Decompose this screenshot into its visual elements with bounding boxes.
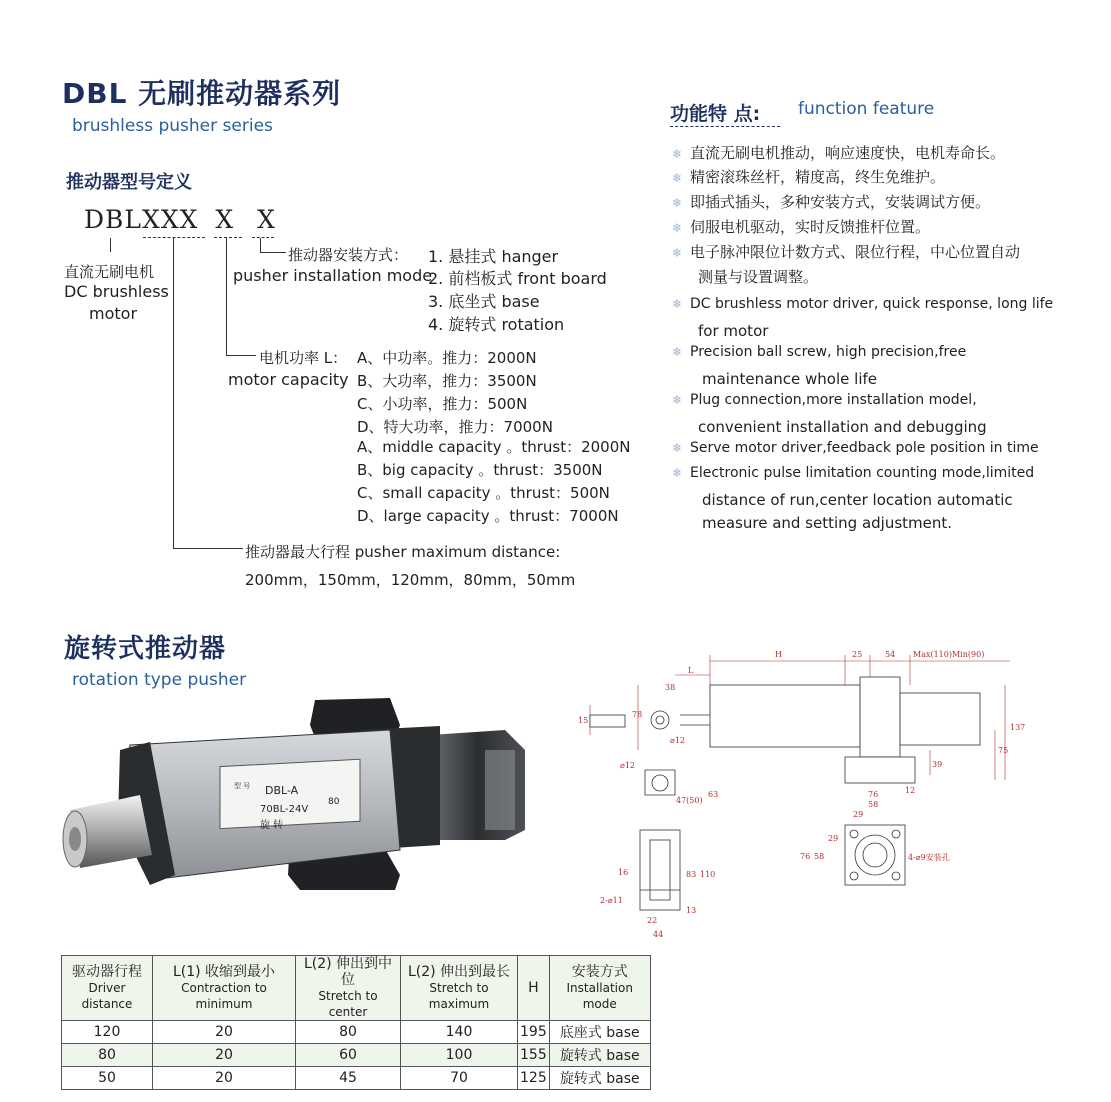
power-option: C、小功率，推力：500N: [357, 395, 528, 413]
table-cell: 20: [153, 1021, 296, 1044]
snowflake-icon: ❄: [672, 345, 683, 359]
plate-model: DBL-A: [265, 784, 299, 797]
svg-text:29: 29: [853, 810, 864, 819]
motor-en2: motor: [89, 304, 138, 323]
install-option: 4. 旋转式 rotation: [428, 315, 565, 334]
rotation-subtitle: rotation type pusher: [72, 670, 247, 690]
col-header: L(1) 收缩到最小 Contraction to minimum: [153, 956, 296, 1021]
svg-text:58: 58: [814, 852, 825, 861]
svg-text:38: 38: [665, 683, 676, 692]
dimension-drawing: [570, 645, 1040, 945]
table-cell: 155: [518, 1044, 550, 1067]
svg-text:⌀12: ⌀12: [670, 736, 685, 745]
svg-text:83: 83: [686, 870, 697, 879]
svg-text:16: 16: [618, 868, 629, 877]
svg-text:22: 22: [647, 916, 658, 925]
install-option: 1. 悬挂式 hanger: [428, 247, 559, 266]
page-title: DBL 无刷推动器系列: [62, 77, 342, 110]
plate-num: 80: [328, 797, 340, 807]
feature-item-en: ❄ Electronic pulse limitation counting mode,limited: [672, 465, 1035, 481]
col-header: H: [518, 956, 550, 1021]
svg-text:78: 78: [632, 710, 643, 719]
svg-text:4-⌀9安装孔: 4-⌀9安装孔: [908, 853, 950, 862]
col-header: 安装方式 Installation mode: [549, 956, 650, 1021]
table-cell: 20: [153, 1067, 296, 1090]
svg-text:54: 54: [885, 650, 896, 659]
svg-text:137: 137: [1010, 723, 1026, 732]
install-leader-h: [260, 252, 286, 253]
table-cell: 195: [518, 1021, 550, 1044]
feature-item-en: ❄ Precision ball screw, high precision,free: [672, 344, 967, 360]
code-x1-underline: [214, 237, 242, 238]
feature-item: ❄ 电子脉冲限位计数方式、限位行程，中心位置自动: [672, 243, 1021, 261]
snowflake-icon: ❄: [672, 221, 683, 235]
feature-item: ❄ 即插式插头，多种安装方式，安装调试方便。: [672, 193, 991, 211]
install-leader-v: [260, 238, 261, 253]
power-option: A、middle capacity 。thrust：2000N: [357, 438, 631, 456]
install-option: 3. 底坐式 base: [428, 292, 540, 311]
table-header-row: [62, 956, 651, 1021]
table-row: [62, 1021, 651, 1044]
feature-item: ❄ 伺服电机驱动，实时反馈推杆位置。: [672, 218, 931, 236]
svg-text:L: L: [688, 666, 694, 675]
table-row: [62, 1044, 651, 1067]
svg-text:25: 25: [852, 650, 863, 659]
snowflake-icon: ❄: [672, 297, 683, 311]
table-cell: 80: [62, 1044, 153, 1067]
code-prefix: DBL: [84, 205, 143, 234]
code-xxx: XXX: [142, 205, 199, 234]
table-cell: 70: [401, 1067, 518, 1090]
svg-text:58: 58: [868, 800, 879, 809]
power-option: B、big capacity 。thrust：3500N: [357, 461, 603, 479]
table-cell: 120: [62, 1021, 153, 1044]
svg-text:13: 13: [686, 906, 697, 915]
table-cell: 底座式 base: [549, 1021, 650, 1044]
model-heading: 推动器型号定义: [66, 172, 192, 193]
svg-text:76: 76: [868, 790, 879, 799]
power-option: D、large capacity 。thrust：7000N: [357, 507, 619, 525]
table-cell: 80: [296, 1021, 401, 1044]
power-option: D、特大功率，推力：7000N: [357, 418, 553, 436]
feature-item-en: ❄ DC brushless motor driver, quick response, long life: [672, 296, 1054, 312]
table-row: [62, 1067, 651, 1090]
svg-text:⌀12: ⌀12: [620, 761, 635, 770]
table-cell: 60: [296, 1044, 401, 1067]
snowflake-icon: ❄: [672, 196, 683, 210]
svg-text:Max(110)Min(90): Max(110)Min(90): [913, 650, 985, 659]
svg-text:H: H: [775, 650, 782, 659]
stroke-leader-v: [173, 238, 174, 548]
table-cell: 125: [518, 1067, 550, 1090]
svg-text:型 号: 型 号: [234, 782, 251, 790]
feature-item-en: ❄ Serve motor driver,feedback pole position in time: [672, 440, 1039, 456]
stroke-values: 200mm，150mm，120mm，80mm，50mm: [245, 571, 576, 589]
power-leader-h: [226, 355, 256, 356]
svg-text:15: 15: [578, 716, 589, 725]
feature-item: ❄ 直流无刷电机推动，响应速度快，电机寿命长。: [672, 144, 1006, 162]
feature-item-en-cont: convenient installation and debugging: [698, 418, 987, 436]
features-title: 功能特 点:: [670, 103, 761, 125]
feature-item-en: ❄ Plug connection,more installation model,: [672, 392, 977, 408]
install-en: pusher installation mode: [233, 266, 433, 285]
stroke-line: 推动器最大行程 pusher maximum distance:: [245, 543, 561, 561]
code-x2-underline: [252, 237, 274, 238]
code-xxx-underline: [143, 237, 205, 238]
features-title-en: function feature: [798, 99, 935, 119]
svg-text:44: 44: [653, 930, 664, 939]
power-leader-v: [226, 238, 227, 355]
motor-cn: 直流无刷电机: [64, 263, 155, 281]
svg-text:47(50): 47(50): [676, 796, 703, 805]
snowflake-icon: ❄: [672, 246, 683, 260]
svg-text:29: 29: [828, 834, 839, 843]
col-header: L(2) 伸出到最长 Stretch to maximum: [401, 956, 518, 1021]
code-x2: X: [257, 205, 276, 234]
snowflake-icon: ❄: [672, 171, 683, 185]
snowflake-icon: ❄: [672, 393, 683, 407]
power-cn: 电机功率 L：: [259, 349, 348, 367]
feature-item-en-cont: measure and setting adjustment.: [702, 514, 953, 532]
install-option: 2. 前档板式 front board: [428, 269, 607, 288]
motor-leader: [110, 238, 111, 252]
feature-item: ❄ 精密滚珠丝杆，精度高，终生免维护。: [672, 168, 946, 186]
snowflake-icon: ❄: [672, 147, 683, 161]
svg-text:39: 39: [932, 760, 943, 769]
code-x1: X: [215, 205, 235, 234]
plate-spec: 70BL-24V: [260, 804, 309, 815]
rotation-pusher-illustration: [60, 690, 540, 930]
power-option: C、small capacity 。thrust：500N: [357, 484, 610, 502]
svg-text:2-⌀11: 2-⌀11: [600, 896, 623, 905]
table-cell: 100: [401, 1044, 518, 1067]
table-cell: 20: [153, 1044, 296, 1067]
feature-item-en-cont: for motor: [698, 322, 769, 340]
power-option: B、大功率，推力：3500N: [357, 372, 537, 390]
svg-text:76: 76: [800, 852, 811, 861]
install-cn: 推动器安装方式：: [288, 246, 409, 264]
svg-text:12: 12: [905, 786, 916, 795]
feature-item-en-cont: maintenance whole life: [702, 370, 877, 388]
table-cell: 旋转式 base: [549, 1067, 650, 1090]
power-option: A、中功率。推力：2000N: [357, 349, 537, 367]
rotation-title: 旋转式推动器: [64, 634, 227, 664]
col-header: L(2) 伸出到中位 Stretch to center: [296, 956, 401, 1021]
col-header: 驱动器行程 Driver distance: [62, 956, 153, 1021]
stroke-leader-h: [173, 548, 243, 549]
svg-text:110: 110: [700, 870, 716, 879]
table-cell: 旋转式 base: [549, 1044, 650, 1067]
snowflake-icon: ❄: [672, 441, 683, 455]
svg-text:63: 63: [708, 790, 719, 799]
snowflake-icon: ❄: [672, 466, 683, 480]
motor-en1: DC brushless: [64, 282, 169, 301]
spec-table: [61, 955, 651, 1090]
power-en: motor capacity: [228, 370, 349, 389]
features-title-underline: [670, 126, 780, 127]
page-subtitle: brushless pusher series: [72, 116, 273, 136]
feature-item-cont: 测量与设置调整。: [698, 268, 819, 286]
svg-text:75: 75: [998, 746, 1009, 755]
table-cell: 45: [296, 1067, 401, 1090]
feature-item-en-cont: distance of run,center location automatic: [702, 491, 1013, 509]
model-code: [84, 205, 276, 234]
table-cell: 140: [401, 1021, 518, 1044]
table-cell: 50: [62, 1067, 153, 1090]
plate-type: 旋 转: [260, 820, 284, 831]
